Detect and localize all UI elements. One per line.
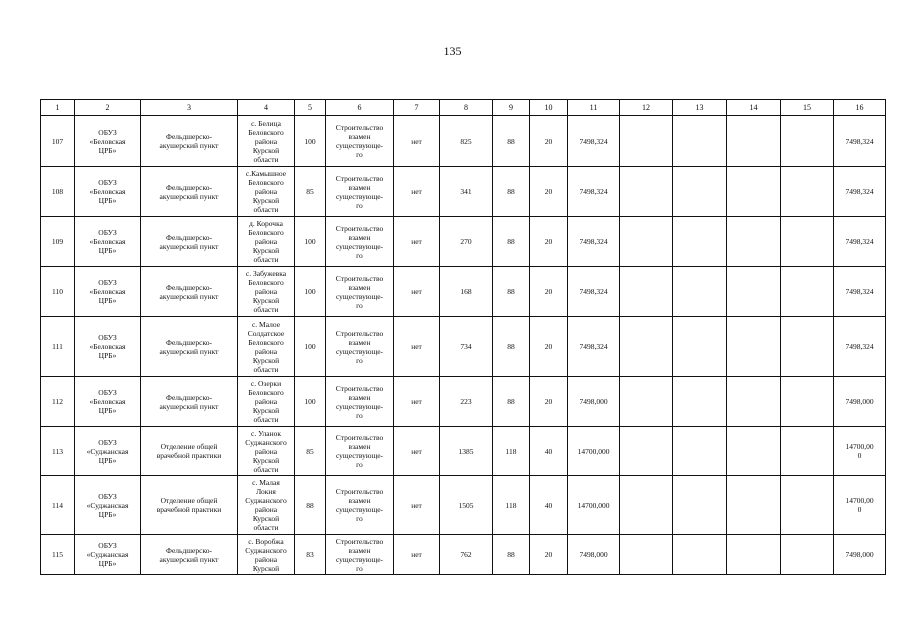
location-cell: с. Белица Беловского района Курской области [238,116,295,167]
col14-cell [727,167,781,217]
col13-cell [673,267,727,317]
column-header-16: 16 [834,100,886,116]
table-row [41,476,886,535]
col5-cell: 100 [295,317,326,377]
column-header-13: 13 [673,100,727,116]
location-cell: с. Малое Солдатское Беловского района Курской области [238,317,295,377]
col12-cell [620,267,673,317]
column-header-9: 9 [493,100,530,116]
col15-cell [781,317,834,377]
col15-cell [781,217,834,267]
table-row [41,167,886,217]
row-number: 110 [41,267,75,317]
col15-cell [781,167,834,217]
col15-cell [781,535,834,575]
col8-cell: 762 [440,535,493,575]
col12-cell [620,377,673,427]
location-cell: с. Уланок Суджанского района Курской области [238,427,295,476]
col5-cell: 85 [295,167,326,217]
col8-cell: 270 [440,217,493,267]
organization-cell: ОБУЗ «Беловская ЦРБ» [75,167,141,217]
organization-cell: ОБУЗ «Беловская ЦРБ» [75,377,141,427]
construction-cell: Строительство взамен существующе- го [326,116,394,167]
col14-cell [727,377,781,427]
col9-cell: 88 [493,267,530,317]
col9-cell: 88 [493,217,530,267]
location-cell: д. Корочка Беловского района Курской области [238,217,295,267]
column-header-15: 15 [781,100,834,116]
location-cell: с. Малая Локня Суджанского района Курской области [238,476,295,535]
col11-cell: 14700,000 [568,427,620,476]
column-header-2: 2 [75,100,141,116]
col7-cell: нет [394,317,440,377]
col12-cell [620,217,673,267]
location-cell: с. Воробжа Суджанского района Курской [238,535,295,575]
construction-cell: Строительство взамен существующе- го [326,535,394,575]
col8-cell: 168 [440,267,493,317]
col7-cell: нет [394,476,440,535]
col13-cell [673,476,727,535]
col15-cell [781,116,834,167]
column-header-1: 1 [41,100,75,116]
col14-cell [727,267,781,317]
col11-cell: 7498,324 [568,217,620,267]
facility-type-cell: Отделение общей врачебной практики [141,476,238,535]
row-number: 111 [41,317,75,377]
col10-cell: 40 [530,427,568,476]
row-number: 113 [41,427,75,476]
organization-cell: ОБУЗ «Беловская ЦРБ» [75,217,141,267]
col16-cell: 14700,00 0 [834,476,886,535]
row-number: 108 [41,167,75,217]
col16-cell: 7498,000 [834,535,886,575]
table-row [41,267,886,317]
construction-cell: Строительство взамен существующе- го [326,167,394,217]
col5-cell: 88 [295,476,326,535]
construction-cell: Строительство взамен существующе- го [326,377,394,427]
table-row [41,317,886,377]
col16-cell: 7498,324 [834,217,886,267]
col11-cell: 7498,324 [568,116,620,167]
col5-cell: 100 [295,377,326,427]
col7-cell: нет [394,217,440,267]
column-header-4: 4 [238,100,295,116]
construction-cell: Строительство взамен существующе- го [326,217,394,267]
col13-cell [673,116,727,167]
col12-cell [620,535,673,575]
row-number: 115 [41,535,75,575]
facility-type-cell: Фельдшерско- акушерский пункт [141,535,238,575]
organization-cell: ОБУЗ «Беловская ЦРБ» [75,116,141,167]
col13-cell [673,167,727,217]
col12-cell [620,116,673,167]
header-row [41,100,886,116]
col13-cell [673,317,727,377]
table-row [41,377,886,427]
col5-cell: 100 [295,267,326,317]
col5-cell: 85 [295,427,326,476]
col10-cell: 20 [530,116,568,167]
col8-cell: 825 [440,116,493,167]
organization-cell: ОБУЗ «Суджанская ЦРБ» [75,476,141,535]
organization-cell: ОБУЗ «Беловская ЦРБ» [75,267,141,317]
table-row [41,427,886,476]
col13-cell [673,427,727,476]
construction-cell: Строительство взамен существующе- го [326,317,394,377]
col11-cell: 7498,324 [568,317,620,377]
column-header-10: 10 [530,100,568,116]
location-cell: с. Озерки Беловского района Курской области [238,377,295,427]
col16-cell: 7498,000 [834,377,886,427]
col14-cell [727,217,781,267]
col11-cell: 14700,000 [568,476,620,535]
col10-cell: 20 [530,267,568,317]
col10-cell: 20 [530,167,568,217]
location-cell: с.Камышное Беловского района Курской области [238,167,295,217]
facilities-table [40,99,886,575]
col5-cell: 100 [295,217,326,267]
col12-cell [620,317,673,377]
col11-cell: 7498,000 [568,535,620,575]
col8-cell: 341 [440,167,493,217]
col5-cell: 100 [295,116,326,167]
col7-cell: нет [394,267,440,317]
col16-cell: 7498,324 [834,317,886,377]
col9-cell: 88 [493,535,530,575]
column-header-14: 14 [727,100,781,116]
row-number: 114 [41,476,75,535]
col8-cell: 734 [440,317,493,377]
construction-cell: Строительство взамен существующе- го [326,427,394,476]
col7-cell: нет [394,427,440,476]
facility-type-cell: Отделение общей врачебной практики [141,427,238,476]
row-number: 107 [41,116,75,167]
col10-cell: 20 [530,377,568,427]
col7-cell: нет [394,167,440,217]
col11-cell: 7498,000 [568,377,620,427]
col15-cell [781,427,834,476]
facility-type-cell: Фельдшерско- акушерский пункт [141,167,238,217]
row-number: 112 [41,377,75,427]
organization-cell: ОБУЗ «Суджанская ЦРБ» [75,535,141,575]
col10-cell: 20 [530,317,568,377]
col14-cell [727,427,781,476]
col16-cell: 7498,324 [834,167,886,217]
col13-cell [673,377,727,427]
page-number: 135 [443,44,462,58]
table-row [41,217,886,267]
organization-cell: ОБУЗ «Суджанская ЦРБ» [75,427,141,476]
col7-cell: нет [394,116,440,167]
col12-cell [620,167,673,217]
column-header-12: 12 [620,100,673,116]
table-row [41,535,886,575]
col11-cell: 7498,324 [568,167,620,217]
col8-cell: 1505 [440,476,493,535]
facility-type-cell: Фельдшерско- акушерский пункт [141,377,238,427]
facility-type-cell: Фельдшерско- акушерский пункт [141,317,238,377]
organization-cell: ОБУЗ «Беловская ЦРБ» [75,317,141,377]
table-row [41,116,886,167]
col15-cell [781,476,834,535]
column-header-8: 8 [440,100,493,116]
col13-cell [673,217,727,267]
construction-cell: Строительство взамен существующе- го [326,476,394,535]
col9-cell: 118 [493,427,530,476]
col7-cell: нет [394,377,440,427]
facility-type-cell: Фельдшерско- акушерский пункт [141,217,238,267]
col14-cell [727,116,781,167]
col16-cell: 7498,324 [834,267,886,317]
column-header-3: 3 [141,100,238,116]
column-header-7: 7 [394,100,440,116]
col16-cell: 14700,00 0 [834,427,886,476]
facility-type-cell: Фельдшерско- акушерский пункт [141,116,238,167]
col15-cell [781,267,834,317]
col12-cell [620,427,673,476]
col14-cell [727,476,781,535]
col13-cell [673,535,727,575]
column-header-6: 6 [326,100,394,116]
col10-cell: 40 [530,476,568,535]
col9-cell: 88 [493,317,530,377]
col9-cell: 88 [493,116,530,167]
construction-cell: Строительство взамен существующе- го [326,267,394,317]
col8-cell: 223 [440,377,493,427]
column-header-5: 5 [295,100,326,116]
col9-cell: 118 [493,476,530,535]
col16-cell: 7498,324 [834,116,886,167]
col9-cell: 88 [493,167,530,217]
col10-cell: 20 [530,535,568,575]
location-cell: с. Забужевка Беловского района Курской области [238,267,295,317]
facility-type-cell: Фельдшерско- акушерский пункт [141,267,238,317]
col10-cell: 20 [530,217,568,267]
col5-cell: 83 [295,535,326,575]
col7-cell: нет [394,535,440,575]
col14-cell [727,317,781,377]
col9-cell: 88 [493,377,530,427]
col8-cell: 1385 [440,427,493,476]
col11-cell: 7498,324 [568,267,620,317]
col14-cell [727,535,781,575]
col15-cell [781,377,834,427]
col12-cell [620,476,673,535]
row-number: 109 [41,217,75,267]
column-header-11: 11 [568,100,620,116]
